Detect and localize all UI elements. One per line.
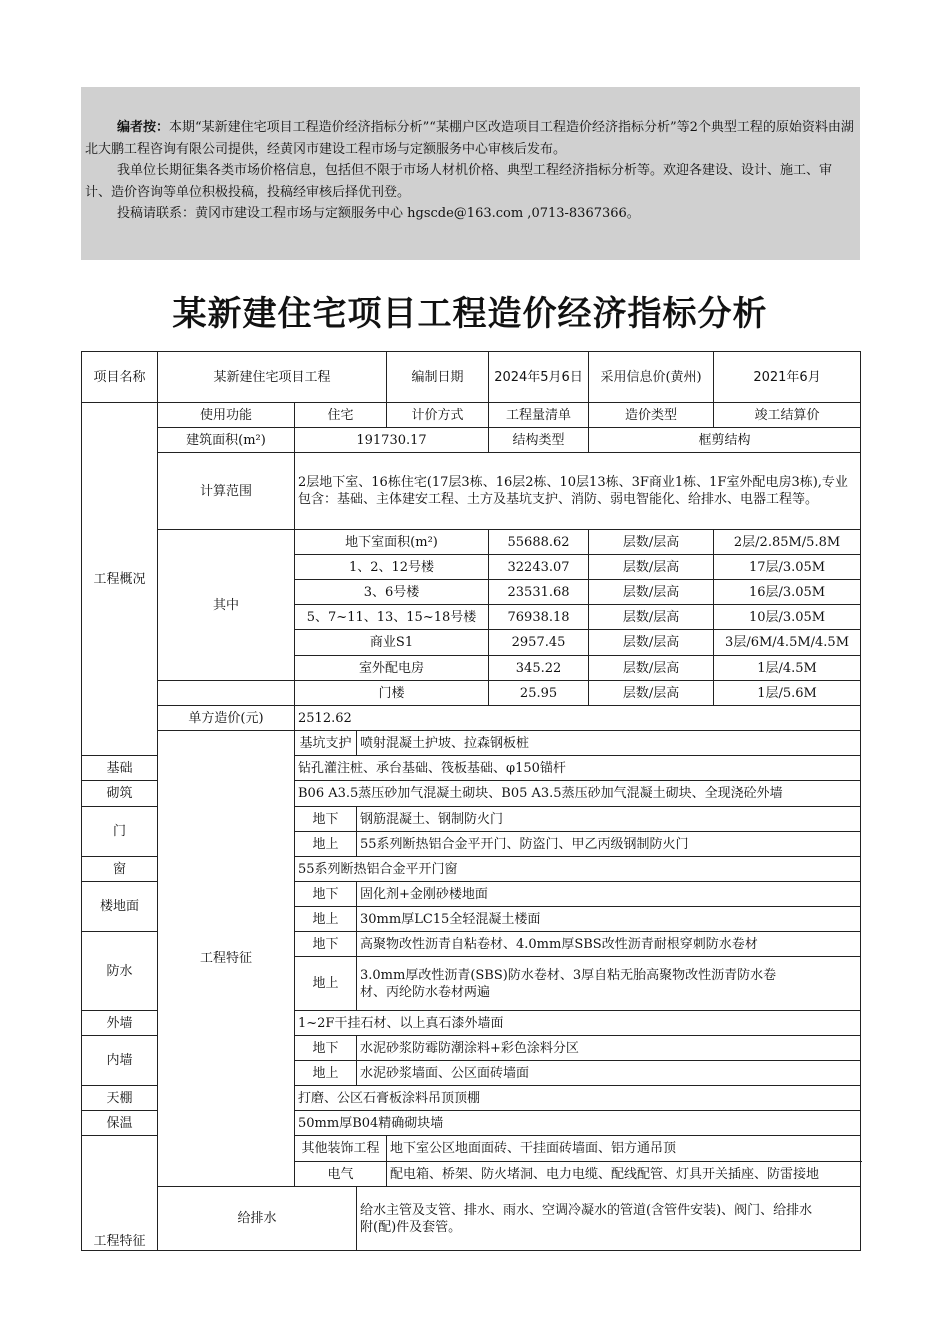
compile-date-value: 2024年5月6日 bbox=[489, 352, 589, 403]
wp-under-label: 地下 bbox=[295, 932, 357, 957]
table-row bbox=[82, 681, 861, 706]
among-name: 室外配电房 bbox=[295, 656, 489, 681]
pricing-value: 工程量清单 bbox=[489, 403, 589, 428]
among-floors-label: 层数/层高 bbox=[589, 605, 714, 630]
among-name: 地下室面积(m²) bbox=[295, 530, 489, 555]
foundation-value: 钻孔灌注桩、承台基础、筏板基础、φ150锚杆 bbox=[295, 756, 861, 781]
table-row bbox=[82, 706, 861, 731]
structure-value: 框剪结构 bbox=[589, 428, 861, 453]
door-above-label: 地上 bbox=[295, 832, 357, 857]
page-title: 某新建住宅项目工程造价经济指标分析 bbox=[172, 294, 768, 334]
editor-note-box bbox=[81, 87, 860, 260]
table-row bbox=[82, 403, 861, 428]
other-decoration-label: 其他装饰工程 bbox=[295, 1136, 387, 1162]
among-floors-label: 层数/层高 bbox=[589, 630, 714, 656]
editor-note-paragraph-3: 投稿请联系：黄冈市建设工程市场与定额服务中心 hgscde@163.com ,0713-8367366。 bbox=[117, 206, 640, 221]
among-area: 25.95 bbox=[489, 681, 589, 706]
floor-above-value: 30mm厚LC15全轻混凝土楼面 bbox=[357, 907, 861, 932]
use-value: 住宅 bbox=[295, 403, 387, 428]
table-row bbox=[82, 731, 861, 756]
structure-label: 结构类型 bbox=[489, 428, 589, 453]
overview-section-label: 工程概况 bbox=[82, 403, 158, 756]
table-row bbox=[82, 530, 861, 555]
features2-section-label: 工程特征 bbox=[82, 1136, 158, 1251]
among-floors-value: 1层/4.5M bbox=[714, 656, 861, 681]
waterproof-label: 防水 bbox=[82, 932, 158, 1011]
floor-under-value: 固化剂+金刚砂楼地面 bbox=[357, 882, 861, 907]
insulation-label: 保温 bbox=[82, 1111, 158, 1136]
masonry-label: 砌筑 bbox=[82, 781, 158, 807]
ceiling-label: 天棚 bbox=[82, 1086, 158, 1111]
among-name: 门楼 bbox=[295, 681, 489, 706]
iw-above-value: 水泥砂浆墙面、公区面砖墙面 bbox=[357, 1061, 861, 1086]
among-floors-value: 16层/3.05M bbox=[714, 580, 861, 605]
editor-note-paragraph-2: 我单位长期征集各类市场价格信息，包括但不限于市场人材机价格、典型工程经济指标分析等。欢迎各建设、设计、施工、审计、造价咨询等单位积极投稿，投稿经审核后择优刊登。 bbox=[85, 163, 833, 200]
floor-label: 楼地面 bbox=[82, 882, 158, 932]
ext-wall-value: 1~2F干挂石材、以上真石漆外墙面 bbox=[295, 1011, 861, 1036]
unit-cost-value: 2512.62 bbox=[295, 706, 861, 731]
editor-note-lead: 编者按： bbox=[117, 120, 170, 135]
floor-above-label: 地上 bbox=[295, 907, 357, 932]
among-area: 2957.45 bbox=[489, 630, 589, 656]
among-floors-label: 层数/层高 bbox=[589, 681, 714, 706]
wp-under-value: 高聚物改性沥青自粘卷材、4.0mm厚SBS改性沥青耐根穿刺防水卷材 bbox=[357, 932, 861, 957]
among-area: 345.22 bbox=[489, 656, 589, 681]
among-floors-value: 2层/2.85M/5.8M bbox=[714, 530, 861, 555]
editor-note-text-1: 本期“某新建住宅项目工程造价经济指标分析”“某棚户区改造项目工程造价经济指标分析”等2个典型工程的原始资料由湖北大鹏工程咨询有限公司提供，经黄冈市建设工程市场与定额服务中心审核后发布。 bbox=[85, 120, 854, 157]
indicator-table bbox=[81, 351, 861, 1251]
among-name: 商业S1 bbox=[295, 630, 489, 656]
among-name: 3、6号楼 bbox=[295, 580, 489, 605]
project-name-label: 项目名称 bbox=[82, 352, 158, 403]
among-area: 76938.18 bbox=[489, 605, 589, 630]
wp-above-label: 地上 bbox=[295, 957, 357, 1011]
table-row bbox=[82, 1187, 861, 1251]
compile-date-label: 编制日期 bbox=[387, 352, 489, 403]
info-price-label: 采用信息价(黄州) bbox=[589, 352, 714, 403]
scope-label: 计算范围 bbox=[158, 453, 295, 530]
info-price-value: 2021年6月 bbox=[714, 352, 861, 403]
other-decoration-value: 地下室公区地面面砖、干挂面砖墙面、铝方通吊顶 bbox=[387, 1136, 861, 1162]
empty-cell bbox=[158, 681, 295, 706]
door-under-value: 钢筋混凝土、钢制防火门 bbox=[357, 807, 861, 832]
plumbing-value: 给水主管及支管、排水、雨水、空调冷凝水的管道(含管件安装)、阀门、给排水附(配)件及套管。 bbox=[357, 1187, 861, 1251]
among-name: 5、7~11、13、15~18号楼 bbox=[295, 605, 489, 630]
among-floors-value: 17层/3.05M bbox=[714, 555, 861, 580]
use-label: 使用功能 bbox=[158, 403, 295, 428]
int-wall-label: 内墙 bbox=[82, 1036, 158, 1086]
insulation-value: 50mm厚B04精确砌块墙 bbox=[295, 1111, 861, 1136]
door-label: 门 bbox=[82, 807, 158, 857]
scope-value: 2层地下室、16栋住宅(17层3栋、16层2栋、10层13栋、3F商业1栋、1F室外配电房3栋),专业包含：基础、主体建安工程、土方及基坑支护、消防、弱电智能化、给排水、电器工程等。 bbox=[295, 453, 861, 530]
among-floors-value: 1层/5.6M bbox=[714, 681, 861, 706]
foundation-label: 基础 bbox=[82, 756, 158, 781]
plumbing-label: 给排水 bbox=[158, 1187, 357, 1251]
among-label: 其中 bbox=[158, 530, 295, 681]
among-area: 32243.07 bbox=[489, 555, 589, 580]
ceiling-value: 打磨、公区石膏板涂料吊顶顶棚 bbox=[295, 1086, 861, 1111]
editor-note-paragraph-1 bbox=[85, 117, 854, 160]
project-name-value: 某新建住宅项目工程 bbox=[158, 352, 387, 403]
among-floors-label: 层数/层高 bbox=[589, 580, 714, 605]
window-label: 窗 bbox=[82, 857, 158, 882]
door-above-value: 55系列断热铝合金平开门、防盗门、甲乙丙级钢制防火门 bbox=[357, 832, 861, 857]
features-section-label: 工程特征 bbox=[158, 731, 295, 1187]
pit-label: 基坑支护 bbox=[295, 731, 357, 756]
among-floors-label: 层数/层高 bbox=[589, 555, 714, 580]
electric-label: 电气 bbox=[295, 1162, 387, 1187]
among-area: 55688.62 bbox=[489, 530, 589, 555]
masonry-value: B06 A3.5蒸压砂加气混凝土砌块、B05 A3.5蒸压砂加气混凝土砌块、全现浇砼外墙 bbox=[295, 781, 861, 807]
area-value: 191730.17 bbox=[295, 428, 489, 453]
pit-value: 喷射混凝土护坡、拉森钢板桩 bbox=[357, 731, 861, 756]
among-floors-label: 层数/层高 bbox=[589, 656, 714, 681]
pricing-label: 计价方式 bbox=[387, 403, 489, 428]
door-under-label: 地下 bbox=[295, 807, 357, 832]
floor-under-label: 地下 bbox=[295, 882, 357, 907]
among-floors-value: 10层/3.05M bbox=[714, 605, 861, 630]
ext-wall-label: 外墙 bbox=[82, 1011, 158, 1036]
table-row bbox=[82, 453, 861, 530]
window-value: 55系列断热铝合金平开门窗 bbox=[295, 857, 861, 882]
iw-above-label: 地上 bbox=[295, 1061, 357, 1086]
unit-cost-label: 单方造价(元) bbox=[158, 706, 295, 731]
table-row bbox=[82, 428, 861, 453]
area-label: 建筑面积(m²) bbox=[158, 428, 295, 453]
among-area: 23531.68 bbox=[489, 580, 589, 605]
among-floors-value: 3层/6M/4.5M/4.5M bbox=[714, 630, 861, 656]
iw-under-label: 地下 bbox=[295, 1036, 357, 1061]
table-row bbox=[82, 352, 861, 403]
electric-value: 配电箱、桥架、防火堵洞、电力电缆、配线配管、灯具开关插座、防雷接地 bbox=[387, 1162, 861, 1187]
iw-under-value: 水泥砂浆防霉防潮涂料+彩色涂料分区 bbox=[357, 1036, 861, 1061]
cost-type-label: 造价类型 bbox=[589, 403, 714, 428]
among-floors-label: 层数/层高 bbox=[589, 530, 714, 555]
among-name: 1、2、12号楼 bbox=[295, 555, 489, 580]
wp-above-value: 3.0mm厚改性沥青(SBS)防水卷材、3厚自粘无胎高聚物改性沥青防水卷材、丙纶防水卷材两遍 bbox=[357, 957, 861, 1011]
cost-type-value: 竣工结算价 bbox=[714, 403, 861, 428]
